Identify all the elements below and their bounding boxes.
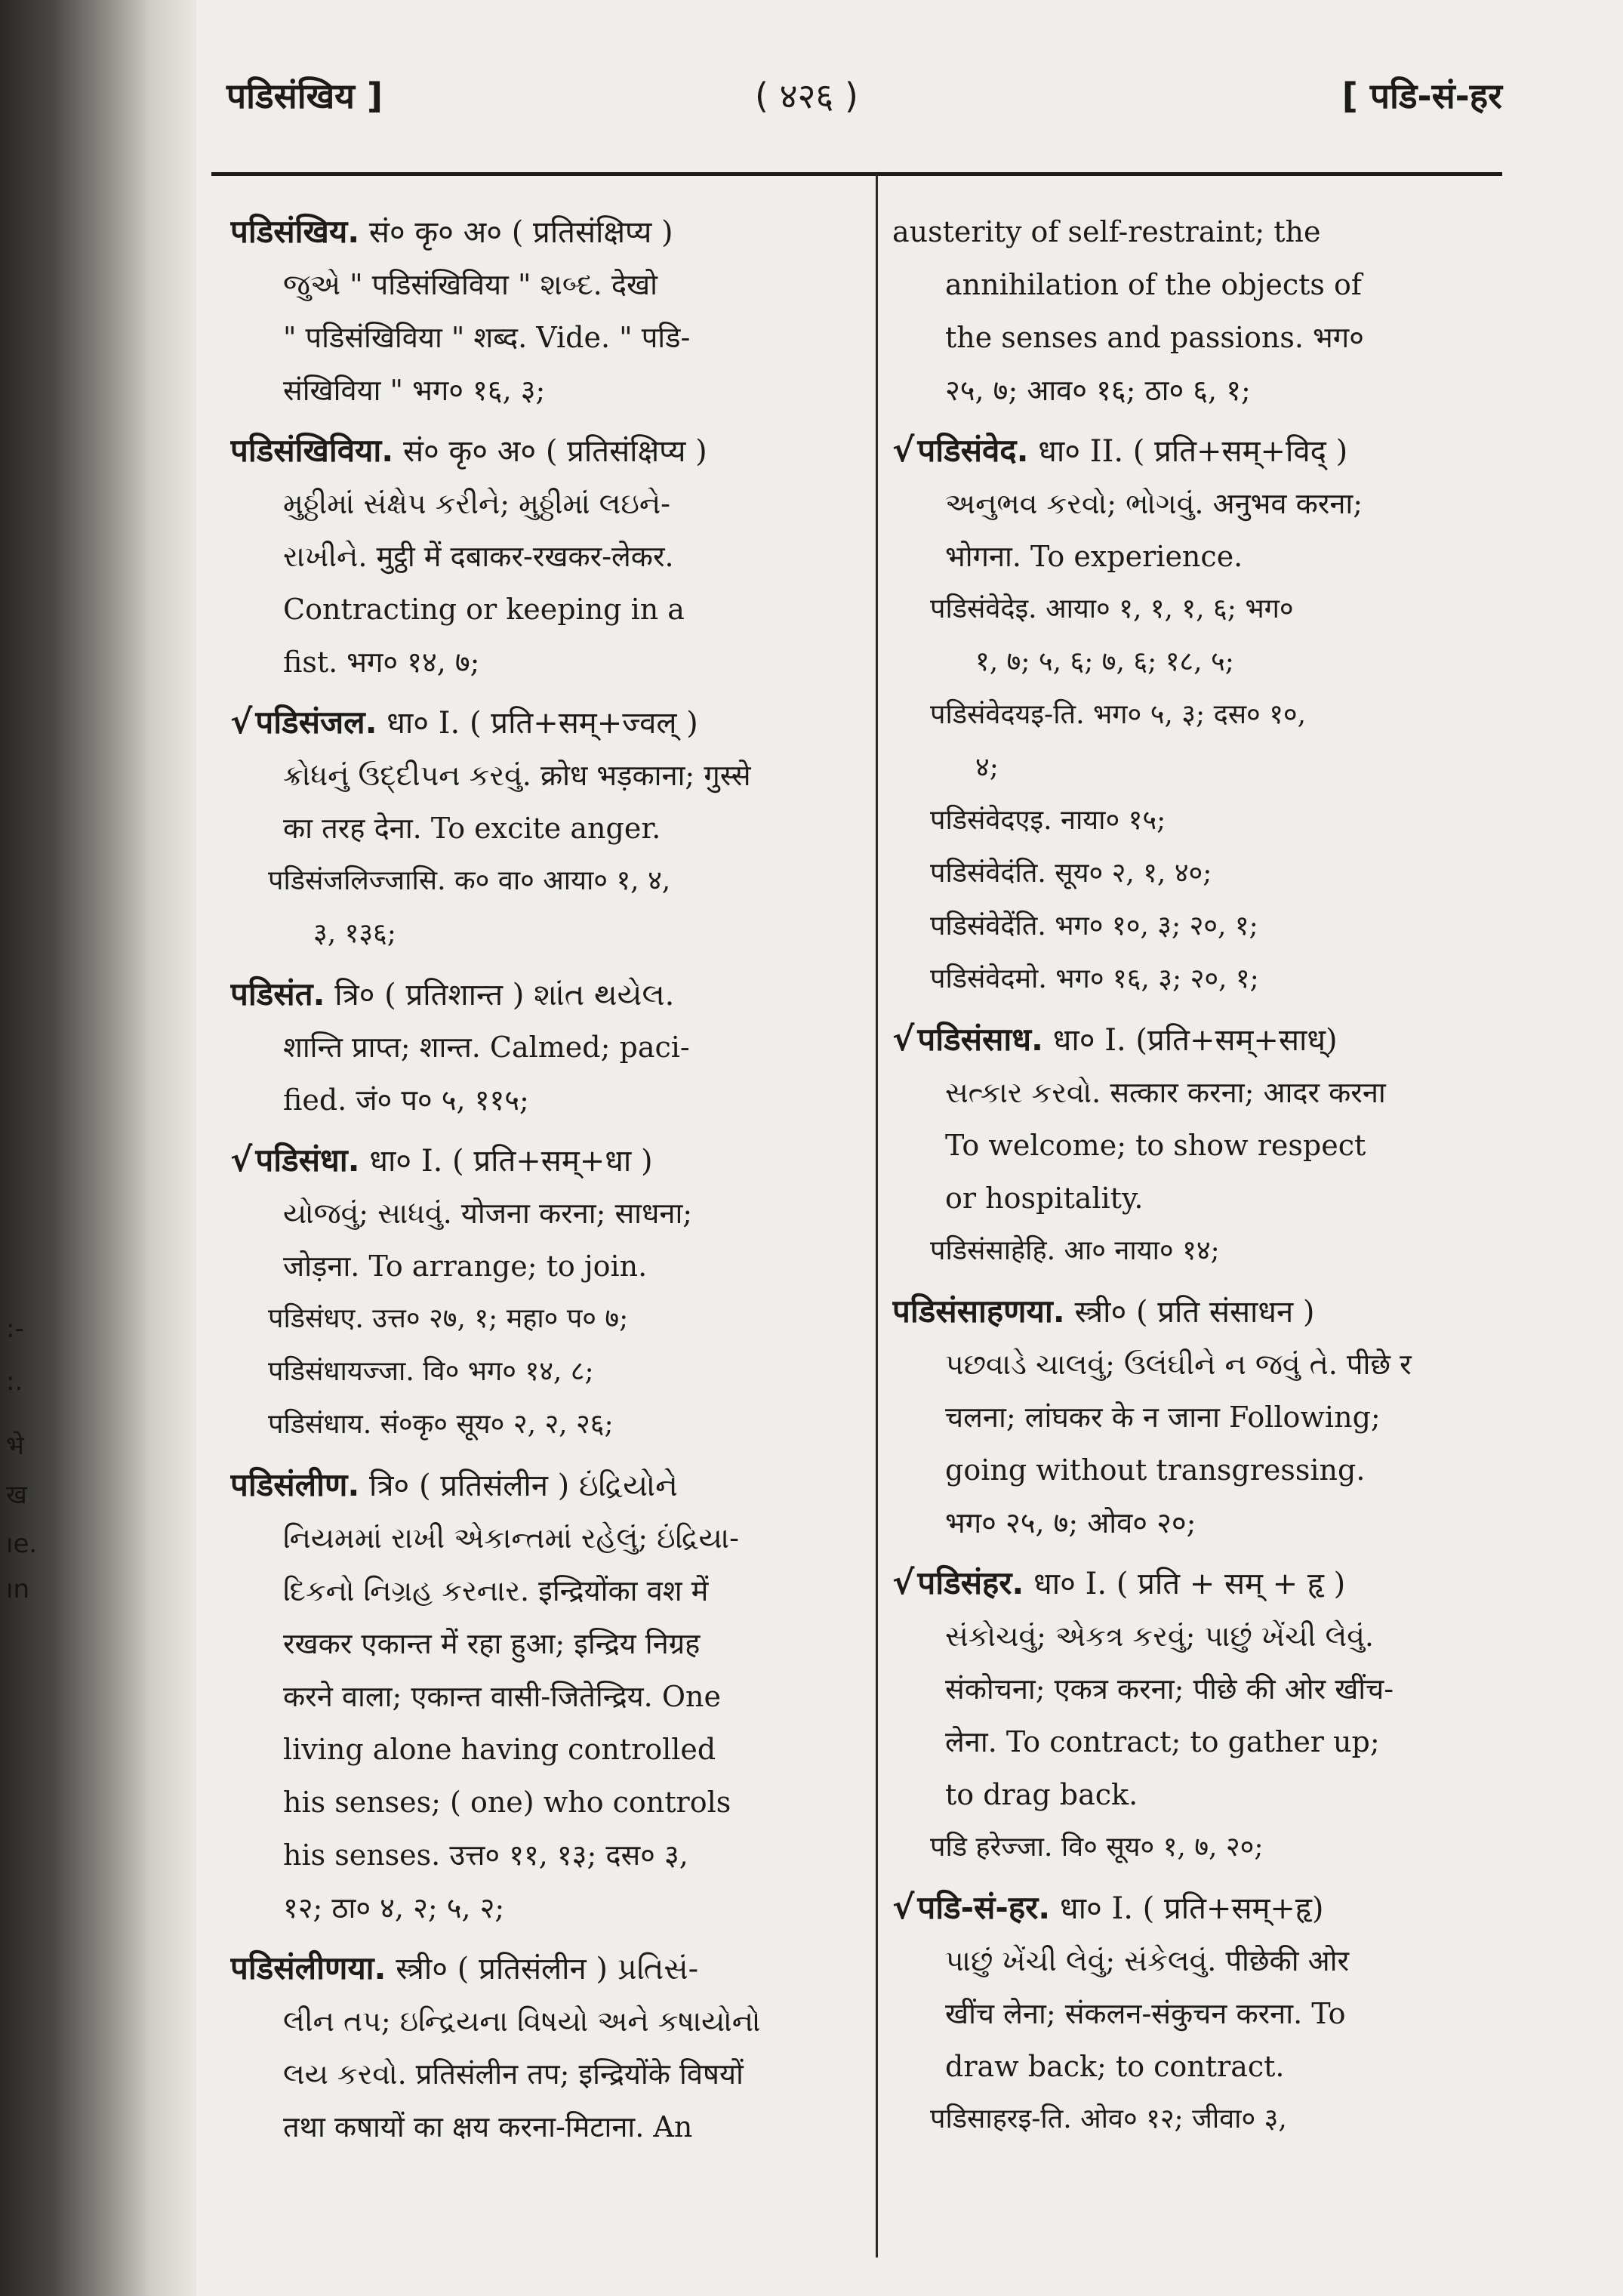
root-mark-icon: √ — [892, 1888, 915, 1927]
entry-line — [892, 311, 1496, 364]
header-left-guideword: पडिसंखिय ] — [226, 76, 383, 116]
entry-text: " पडिसंखिविया " शब्द. Vide. " पडि- — [283, 321, 691, 354]
root-mark-icon: √ — [892, 431, 915, 470]
entry-text: austerity of self-restraint; the — [892, 215, 1321, 248]
entry-line — [892, 1934, 1496, 1987]
entry-text: धा० I. ( प्रति + सम् + हृ ) — [1024, 1567, 1346, 1601]
entry-text: going without transgressing. — [945, 1453, 1366, 1487]
entry-text: सं० कृ० अ० ( प्रतिसंक्षिप्य ) — [393, 434, 707, 469]
entry-line — [230, 1021, 864, 1074]
dictionary-entry — [892, 424, 1496, 1006]
entry-line — [230, 1512, 864, 1564]
entry-line — [230, 1881, 864, 1934]
entry-text: करने वाला; एकान्त वासी-जितेन्द्रिय. One — [283, 1680, 721, 1713]
entry-text: स्त्री० ( प्रति संसाधन ) — [1064, 1295, 1315, 1330]
entry-line — [892, 1391, 1496, 1444]
entry-text: संखिविया " भग० १६, ३; — [283, 374, 546, 407]
entry-text: રાખીને. मुट्ठी में दबाकर-रखकर-लेकर. — [283, 540, 674, 573]
entry-text: धा० I. ( प्रति+सम्+ज्वल् ) — [377, 706, 698, 741]
subentry-line: पडिसंवेदयइ-ति. भग० ५, ३; दस० १०, — [930, 699, 1307, 730]
entry-text: धा० I. ( प्रति+सम्+धा ) — [359, 1144, 653, 1179]
entry-line — [230, 1564, 864, 1617]
headword: पडि-सं-हर. — [917, 1889, 1051, 1926]
subentry-continuation: ३, १३६; — [313, 918, 396, 949]
entry-text: लेना. To contract; to gather up; — [945, 1725, 1380, 1758]
headword: पडिसंखिय. — [230, 213, 360, 250]
dictionary-entry — [892, 1013, 1496, 1277]
entry-text: धा० I. ( प्रति+सम्+हृ) — [1050, 1891, 1324, 1926]
entry-text: લય કરવો. प्रतिसंलीन तप; इन्द्रियोंके विषयों — [283, 2057, 744, 2091]
entry-line — [230, 1995, 864, 2048]
subentry-line: पडिसंसाहेहि. आ० नाया० १४; — [930, 1235, 1220, 1266]
subentry-line: पडिसाहरइ-ति. ओव० १२; जीवा० ३, — [930, 2103, 1287, 2134]
dictionary-entry — [230, 205, 864, 417]
entry-text: सं० कृ० अ० ( प्रतिसंक्षिप्य ) — [359, 215, 673, 250]
entry-text: २५, ७; आव० १६; ठा० ६, १; — [945, 374, 1251, 407]
entry-line — [230, 1240, 864, 1293]
subentry-line: पडिसंवेदंति. सूय० २, १, ४०; — [930, 858, 1212, 889]
entry-line — [230, 1459, 864, 1512]
entry-line — [892, 1610, 1496, 1663]
entry-line — [892, 364, 1496, 417]
header-right-guideword: [ पडि-सं-हर — [1341, 76, 1502, 116]
entry-line — [230, 802, 864, 855]
dictionary-entry — [230, 1459, 864, 1934]
margin-fragment: भे — [6, 1431, 24, 1461]
subentry-line: पडिसंधायज्जा. वि० भग० १४, ८; — [268, 1356, 594, 1387]
entry-text: દિકનો નિગ્રહ કરનાર. इन्द्रियोंका वश में — [283, 1574, 709, 1607]
root-mark-icon: √ — [230, 1141, 253, 1179]
entry-line — [230, 1134, 864, 1187]
entry-line — [230, 1187, 864, 1240]
entry-line — [892, 1444, 1496, 1496]
entry-line — [892, 205, 1496, 258]
headword: पडिसंहर. — [917, 1564, 1024, 1601]
entry-line — [230, 1829, 864, 1881]
entry-line — [230, 749, 864, 802]
entry-text: धा० II. ( प्रति+सम्+विद् ) — [1028, 434, 1348, 469]
entry-line — [230, 583, 864, 636]
entry-line — [892, 2040, 1496, 2093]
entry-line — [230, 1942, 864, 1995]
entry-line — [892, 1768, 1496, 1821]
margin-fragment: :. — [6, 1367, 23, 1397]
entry-line — [892, 1715, 1496, 1768]
dictionary-entry — [230, 1942, 864, 2153]
entry-text: स्त्री० ( प्रतिसंलीन ) પ્રતિસં- — [386, 1952, 699, 1986]
dictionary-entry — [892, 1285, 1496, 1549]
entry-text: संकोचना; एकत्र करना; पीछे की ओर खींच- — [945, 1672, 1394, 1706]
entry-text: १२; ठा० ४, २; ५, २; — [283, 1891, 505, 1925]
entry-line — [230, 364, 864, 417]
dictionary-entry — [892, 1881, 1496, 2146]
entry-text: or hospitality. — [945, 1182, 1144, 1215]
entry-text: त्रि० ( प्रतिशान्त ) શાંત થયેલ. — [325, 978, 675, 1012]
margin-fragment: ख — [6, 1480, 27, 1510]
headword: पडिसंलीण. — [230, 1466, 360, 1503]
entry-line — [230, 968, 864, 1021]
margin-fragment: :- — [6, 1314, 24, 1344]
headword: पडिसंधा. — [255, 1142, 360, 1179]
entry-text: annihilation of the objects of — [945, 268, 1362, 301]
entry-line — [892, 1013, 1496, 1066]
entry-text: his senses; ( one) who controls — [283, 1786, 731, 1819]
headword: पडिसंलीणया. — [230, 1949, 387, 1986]
dictionary-entry — [230, 1134, 864, 1451]
subentry-continuation: १, ७; ५, ६; ७, ६; १८, ५; — [975, 646, 1234, 677]
entry-text: લીન તપ; ઇન્દ્રિયના વિષયો અને કષાયોનો — [283, 2005, 761, 2038]
root-mark-icon: √ — [892, 1564, 915, 1602]
subentry-line: पडिसंवेदेइ. आया० १, १, १, ६; भग० — [930, 593, 1294, 624]
entry-line — [230, 636, 864, 689]
scan-shadow — [0, 0, 196, 2296]
entry-text: चलना; लांघकर के न जाना Following; — [945, 1401, 1381, 1434]
entry-text: To welcome; to show respect — [945, 1129, 1366, 1162]
entry-text: નિયમમાં રાખી એકાન્તમાં રહેલું; ઇંદ્રિયા- — [283, 1521, 739, 1555]
subentry-continuation: ४; — [975, 752, 999, 783]
entry-text: भग० २५, ७; ओव० २०; — [945, 1506, 1196, 1539]
entry-text: त्रि० ( प्रतिसंलीन ) ઇંદ્રિયોને — [359, 1469, 678, 1503]
subentry-line: पडिसंवेदेंति. भग० १०, ३; २०, १; — [930, 911, 1258, 942]
entry-text: Contracting or keeping in a — [283, 593, 685, 626]
subentry-line: पडिसंधाय. सं०कृ० सूय० २, २, २६; — [268, 1409, 614, 1440]
entry-line — [892, 1172, 1496, 1225]
margin-fragment: ıe. — [6, 1529, 38, 1559]
right-column — [892, 205, 1496, 2153]
page-header — [226, 72, 1502, 132]
entry-text: અનુભવ કરવો; ભોગવું. अनुभव करना; — [945, 487, 1363, 520]
entry-text: સત્કાર કરવો. सत्कार करना; आदर करना — [945, 1076, 1386, 1109]
entry-line — [230, 311, 864, 364]
entry-text: ક્રોધનું ઉદ્દીપન કરવું. क्रोध भड़काना; गुस्से — [283, 759, 751, 792]
entry-text: शान्ति प्राप्त; शान्त. Calmed; paci- — [283, 1031, 690, 1064]
entry-line — [230, 477, 864, 530]
entry-line — [230, 205, 864, 258]
headword: पडिसंवेद. — [917, 432, 1029, 469]
entry-line — [892, 1119, 1496, 1172]
entry-text: his senses. उत्त० ११, १३; दस० ३, — [283, 1838, 688, 1872]
entry-line — [230, 1074, 864, 1126]
entry-line — [892, 1987, 1496, 2040]
entry-text: પાછું ખેંચી લેવું; સંકેલવું. पीछेकी ओर — [945, 1944, 1350, 1977]
entry-text: સંકોચવું; એકત્ર કરવું; પાછું ખેંચી લેવું. — [945, 1620, 1374, 1653]
subentry-line: पडि हरेज्जा. वि० सूय० १, ७, २०; — [930, 1832, 1264, 1863]
entry-line — [892, 1496, 1496, 1549]
entry-line — [892, 1338, 1496, 1391]
headword: पडिसंजल. — [255, 704, 377, 741]
dictionary-entry — [230, 968, 864, 1126]
root-mark-icon: √ — [230, 703, 253, 741]
entry-text: જુએ " पडिसंखिविया " શબ્દ. देखो — [283, 268, 658, 301]
left-column — [230, 205, 864, 2161]
dictionary-entry — [892, 205, 1496, 417]
header-rule — [211, 172, 1502, 176]
entry-line — [230, 530, 864, 583]
entry-text: પછવાડે ચાલવું; ઉલંઘીને ન જવું તે. पीछे र — [945, 1348, 1412, 1381]
dictionary-entry — [230, 696, 864, 960]
entry-line — [892, 1066, 1496, 1119]
entry-text: fied. जं० प० ५, ११५; — [283, 1083, 529, 1117]
entry-line — [230, 2048, 864, 2100]
entry-line — [892, 424, 1496, 477]
subentry-line: पडिसंजलिज्जासि. क० वा० आया० १, ४, — [268, 865, 671, 896]
subentry-line: पडिसंधए. उत्त० २७, १; महा० प० ७; — [268, 1303, 629, 1334]
entry-line — [230, 2100, 864, 2153]
entry-line — [230, 1776, 864, 1829]
entry-text: रखकर एकान्त में रहा हुआ; इन्द्रिय निग्रह — [283, 1627, 701, 1660]
entry-line — [892, 1881, 1496, 1934]
entry-line — [230, 258, 864, 311]
headword: पडिसंसाध. — [917, 1021, 1044, 1058]
margin-fragment: ın — [6, 1574, 29, 1604]
dictionary-entry — [230, 424, 864, 689]
entry-text: तथा कषायों का क्षय करना-मिटाना. An — [283, 2110, 693, 2143]
dictionary-entry — [892, 1557, 1496, 1874]
column-divider — [876, 174, 878, 2257]
headword: पडिसंत. — [230, 975, 325, 1012]
subentry-line: पडिसंवेदएइ. नाया० १५; — [930, 805, 1166, 836]
entry-text: खींच लेना; संकलन-संकुचन करना. To — [945, 1997, 1346, 2030]
headword: पडिसंखिविया. — [230, 432, 394, 469]
entry-line — [892, 1557, 1496, 1610]
entry-line — [230, 1617, 864, 1670]
entry-text: का तरह देना. To excite anger. — [283, 812, 661, 845]
entry-line — [230, 424, 864, 477]
entry-line — [892, 1663, 1496, 1715]
entry-line — [230, 696, 864, 749]
entry-line — [230, 1723, 864, 1776]
entry-line — [892, 258, 1496, 311]
entry-text: to drag back. — [945, 1778, 1138, 1811]
entry-line — [230, 1670, 864, 1723]
page-number: ( ४२६ ) — [755, 76, 858, 116]
entry-text: धा० I. (प्रति+सम्+साध्) — [1043, 1023, 1338, 1058]
entry-text: fist. भग० १४, ७; — [283, 646, 480, 679]
subentry-line: पडिसंवेदमो. भग० १६, ३; २०, १; — [930, 963, 1259, 994]
entry-line — [892, 530, 1496, 583]
entry-text: जोड़ना. To arrange; to join. — [283, 1250, 648, 1283]
entry-line — [892, 477, 1496, 530]
entry-text: living alone having controlled — [283, 1733, 716, 1766]
entry-text: મુઠ્ઠીમાં સંક્ષેપ કરીને; મુઠ્ઠીમાં લઇને- — [283, 487, 670, 520]
headword: पडिसंसाहणया. — [892, 1293, 1065, 1330]
entry-line — [892, 1285, 1496, 1338]
entry-text: the senses and passions. भग० — [945, 321, 1364, 354]
entry-text: draw back; to contract. — [945, 2050, 1285, 2083]
entry-text: भोगना. To experience. — [945, 540, 1243, 573]
entry-text: યોજવું; સાધવું. योजना करना; साधना; — [283, 1197, 693, 1230]
root-mark-icon: √ — [892, 1020, 915, 1059]
